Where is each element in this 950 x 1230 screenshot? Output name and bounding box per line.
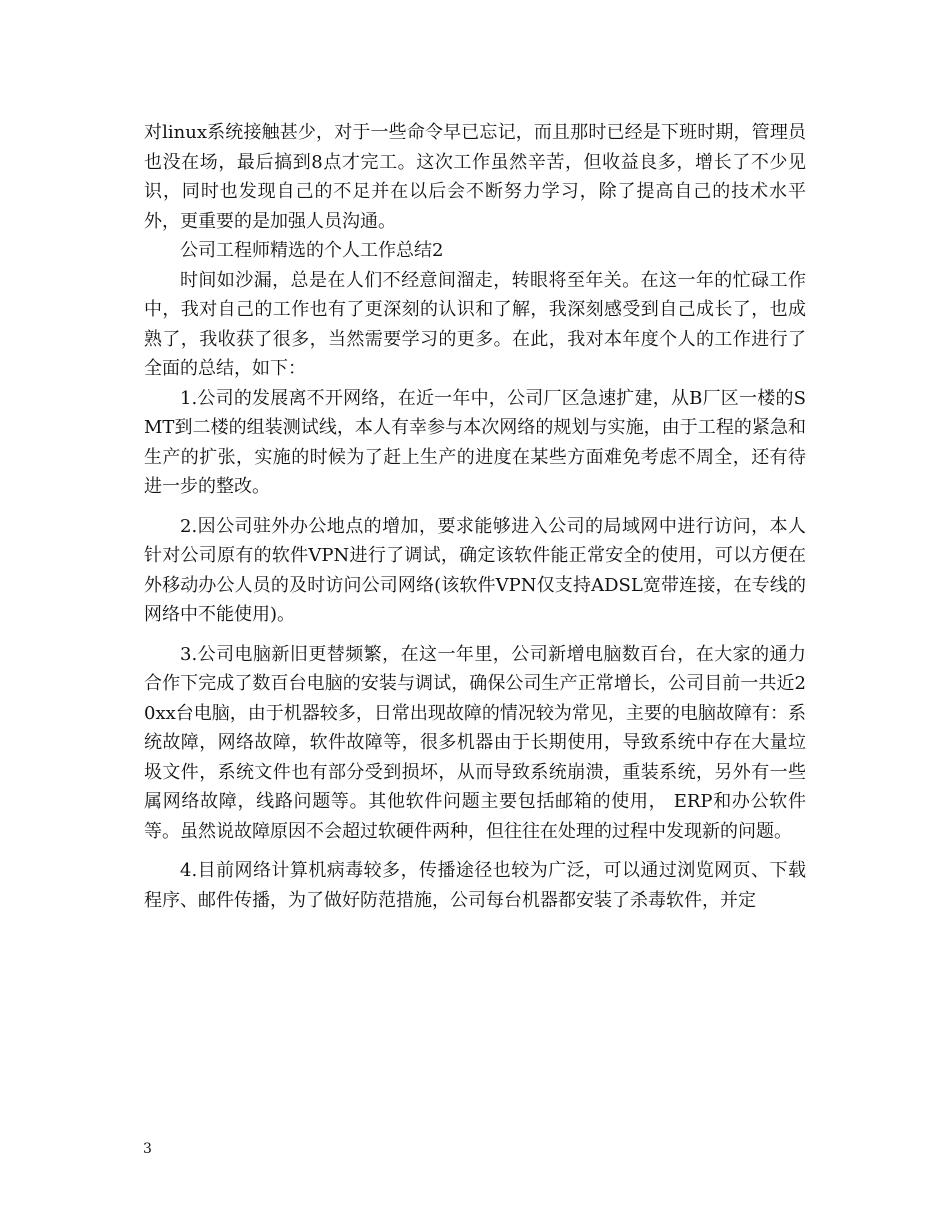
document-body <box>144 118 806 915</box>
paragraph-item-1: 1.公司的发展离不开网络，在近一年中，公司厂区急速扩建，从B厂区一楼的SMT到二楼的组装测试线，本人有幸参与本次网络的规划与实施，由于工程的紧急和生产的扩张，实施的时候为了赶上生产的进度在某些方面难免考虑不周全，还有待进一步的整改。 <box>144 387 806 497</box>
paragraph-item-2: 2.因公司驻外办公地点的增加，要求能够进入公司的局域网中进行访问，本人针对公司原有的软件VPN进行了调试，确定该软件能正常安全的使用，可以方便在外移动办公人员的及时访问公司网络(该软件VPN仅支持ADSL宽带连接，在专线的网络中不能使用)。 <box>144 515 806 625</box>
section-heading: 公司工程师精选的个人工作总结2 <box>180 240 444 261</box>
page-number: 3 <box>143 1141 152 1157</box>
paragraph-item-4: 4.目前网络计算机病毒较多，传播途径也较为广泛，可以通过浏览网页、下载程序、邮件传播，为了做好防范措施，公司每台机器都安装了杀毒软件，并定 <box>144 860 806 911</box>
paragraph-continuation: 对linux系统接触甚少，对于一些命令早已忘记，而且那时已经是下班时期，管理员也没在场，最后搞到8点才完工。这次工作虽然辛苦，但收益良多，增长了不少见识，同时也发现自己的不足并在以后会不断努力学习，除了提高自己的技术水平外，更重要的是加强人员沟通。 <box>144 122 806 232</box>
paragraph-intro: 时间如沙漏，总是在人们不经意间溜走，转眼将至年关。在这一年的忙碌工作中，我对自己的工作也有了更深刻的认识和了解，我深刻感受到自己成长了，也成熟了，我收获了很多，当然需要学习的更多。在此，我对本年度个人的工作进行了全面的总结，如下： <box>144 269 806 379</box>
paragraph-item-3: 3.公司电脑新旧更替频繁，在这一年里，公司新增电脑数百台，在大家的通力合作下完成了数百台电脑的安装与调试，确保公司生产正常增长，公司目前一共近20xx台电脑，由于机器较多，日常出现故障的情况较为常见，主要的电脑故障有：系统故障，网络故障，软件故障等，很多机器由于长期使用，导致系统中存在大量垃圾文件，系统文件也有部分受到损坏，从而导致系统崩溃，重装系统，另外有一些属网络故障，线路问题等。其他软件问题主要包括邮箱的使用， ERP和办公软件等。虽然说故障原因不会超过软硬件两种，但往往在处理的过程中发现新的问题。 <box>144 643 806 842</box>
